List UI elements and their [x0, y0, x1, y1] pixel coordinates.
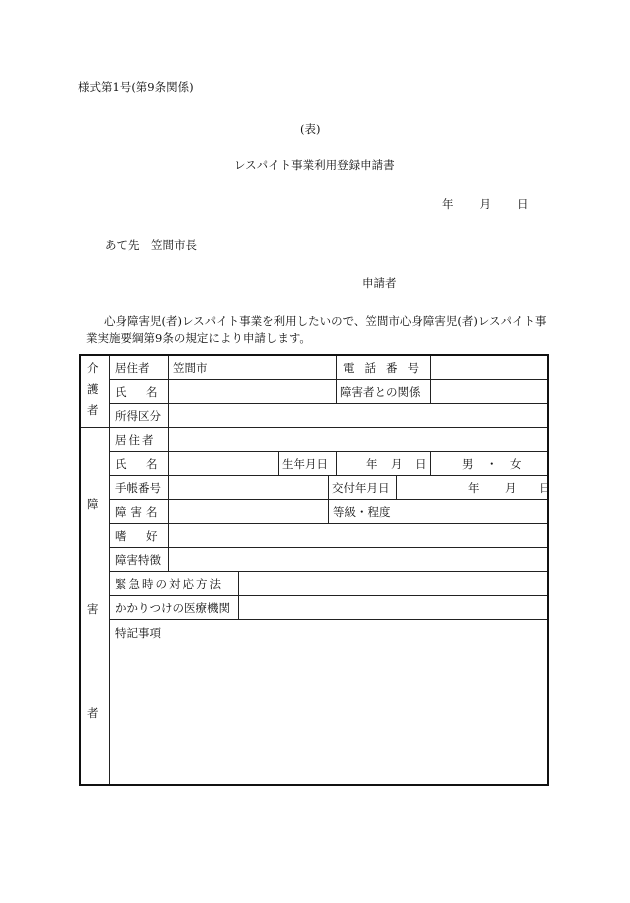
handbook-number-label: 手帳番号 [115, 481, 161, 495]
sex-separator: ・ [486, 457, 498, 471]
form-number: 様式第1号(第9条関係) [78, 80, 194, 94]
hobby-label: 嗜 好 [115, 529, 162, 543]
emergency-response-label: 緊急時の対応方法 [115, 577, 223, 591]
date-month: 月 [479, 197, 491, 211]
disability-name-label: 障害名 [115, 505, 162, 519]
birth-year: 年 [366, 457, 378, 471]
caregiver-phone-label: 電話番号 [343, 361, 429, 375]
special-notes-label: 特記事項 [115, 626, 161, 640]
disabled-name-label: 氏 名 [115, 457, 162, 471]
application-statement: 心身障害児(者)レスパイト事業を利用したいので、笠間市心身障害児(者)レスパイト事業実施要綱第9条の規定により申請します。 [86, 314, 547, 345]
disabled-address-label: 居住者 [115, 433, 156, 447]
sex-male[interactable]: 男 [462, 457, 474, 471]
caregiver-section-label-2: 護 [87, 382, 99, 396]
document-title: レスパイト事業利用登録申請書 [234, 158, 395, 172]
issue-month: 月 [505, 481, 517, 495]
application-form-table [79, 354, 549, 786]
caregiver-income-label: 所得区分 [115, 409, 161, 423]
caregiver-address-value[interactable]: 笠間市 [173, 361, 208, 375]
applicant-label: 申請者 [362, 276, 397, 290]
disabled-section-label-2: 害 [87, 602, 99, 616]
disabled-section-label-1: 障 [87, 497, 99, 511]
birth-month: 月 [391, 457, 403, 471]
issue-day: 日 [539, 481, 551, 495]
sex-female[interactable]: 女 [510, 457, 522, 471]
date-year: 年 [442, 197, 454, 211]
caregiver-name-label: 氏 名 [115, 385, 162, 399]
issue-date-label: 交付年月日 [332, 481, 390, 495]
caregiver-address-label: 居住者 [115, 361, 150, 375]
caregiver-section-label-3: 者 [87, 403, 99, 417]
grade-label: 等級・程度 [333, 505, 391, 519]
disabled-section-label-3: 者 [87, 706, 99, 720]
page-side-label: (表) [300, 122, 321, 136]
disability-features-label: 障害特徴 [115, 553, 161, 567]
birthdate-label: 生年月日 [282, 457, 328, 471]
date-day: 日 [517, 197, 529, 211]
caregiver-relation-label: 障害者との関係 [340, 385, 421, 399]
birth-day: 日 [415, 457, 427, 471]
issue-year: 年 [468, 481, 480, 495]
date-line [442, 196, 529, 212]
addressee: あて先 笠間市長 [105, 238, 197, 252]
caregiver-section-label-1: 介 [87, 361, 99, 375]
clinic-label: かかりつけの医療機関 [115, 601, 230, 615]
